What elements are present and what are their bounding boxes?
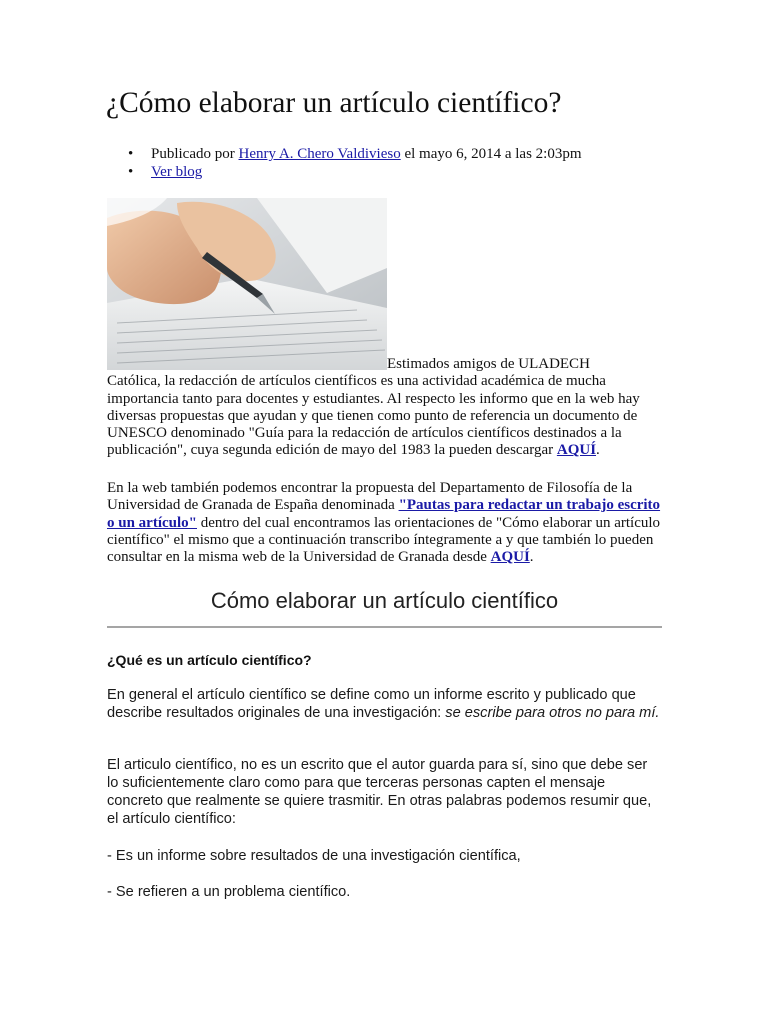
published-prefix: Publicado por: [151, 146, 239, 162]
published-date: el mayo 6, 2014 a las 2:03pm: [400, 146, 582, 162]
granada-link[interactable]: AQUÍ: [490, 549, 530, 566]
definition-emphasis: se escribe para otros no para mí.: [445, 705, 660, 721]
article-photo: [107, 198, 387, 370]
intro-paragraph-1-end: .: [596, 442, 600, 459]
section-question: ¿Qué es un artículo científico?: [107, 652, 312, 668]
intro-paragraph-1-text: Católica, la redacción de artículos científicos es una actividad académica de mucha importancia tanto para docentes y estudiantes. Al respecto les informo que en la web hay diversas propuestas que ayudan y que tienen como punto de referencia un documento de UNESCO denominado "Guía para la redacción de artículos científicos destinados a la publicación", cuya segunda edición de mayo del 1983 la pueden descargar: [107, 373, 640, 459]
list-item-problem: - Se refieren a un problema científico.: [107, 884, 351, 900]
intro-paragraph-2-text-start: En la web también podemos encontrar la propuesta del Departamento de Filosofía de la Universidad de Granada de España denominada: [107, 480, 633, 514]
unesco-guide-download-link[interactable]: AQUÍ: [556, 442, 597, 459]
post-meta-list: [106, 146, 582, 181]
view-blog-link[interactable]: Ver blog: [151, 163, 203, 180]
explanation-paragraph: El articulo científico, no es un escrito que el autor guarda para sí, sino que debe ser lo suficientemente claro como para que terceras personas capten el mensaje concreto que realmente se quiere trasmitir. En otras palabras podemos resumir que, el artículo científico:: [107, 757, 652, 827]
intro-paragraph-2-end: .: [529, 549, 534, 566]
view-blog-item: [106, 164, 582, 182]
photo-hand-writing-icon: [107, 198, 387, 370]
intro-paragraph-2-text-middle: dentro del cual encontramos las orientaciones de "Cómo elaborar un artículo científico" el mismo que a continuación transcribo íntegramente a y que también lo pueden consultar en la misma web de la Universidad de Granada desde: [107, 514, 661, 566]
list-item-report: - Es un informe sobre resultados de una investigación científica,: [107, 848, 521, 864]
bullet: •: [128, 163, 134, 180]
bullet: •: [128, 146, 134, 162]
definition-text: En general el artículo científico se define como un informe escrito y publicado que describe resultados originales de una investigación:: [107, 687, 636, 721]
published-by-item: [106, 146, 582, 164]
intro-paragraph-1: [107, 356, 647, 460]
section-divider: [107, 626, 662, 628]
section-title: Cómo elaborar un artículo científico: [210, 588, 559, 613]
intro-paragraph-2: [107, 480, 662, 566]
intro-first-line: Estimados amigos de ULADECH: [387, 356, 590, 372]
pautas-link[interactable]: "Pautas para redactar un trabajo escrito o un artículo": [107, 497, 661, 531]
article-title: ¿Cómo elaborar un artículo científico?: [106, 87, 562, 119]
definition-paragraph: [107, 686, 662, 722]
author-link[interactable]: Henry A. Chero Valdivieso: [238, 146, 401, 162]
